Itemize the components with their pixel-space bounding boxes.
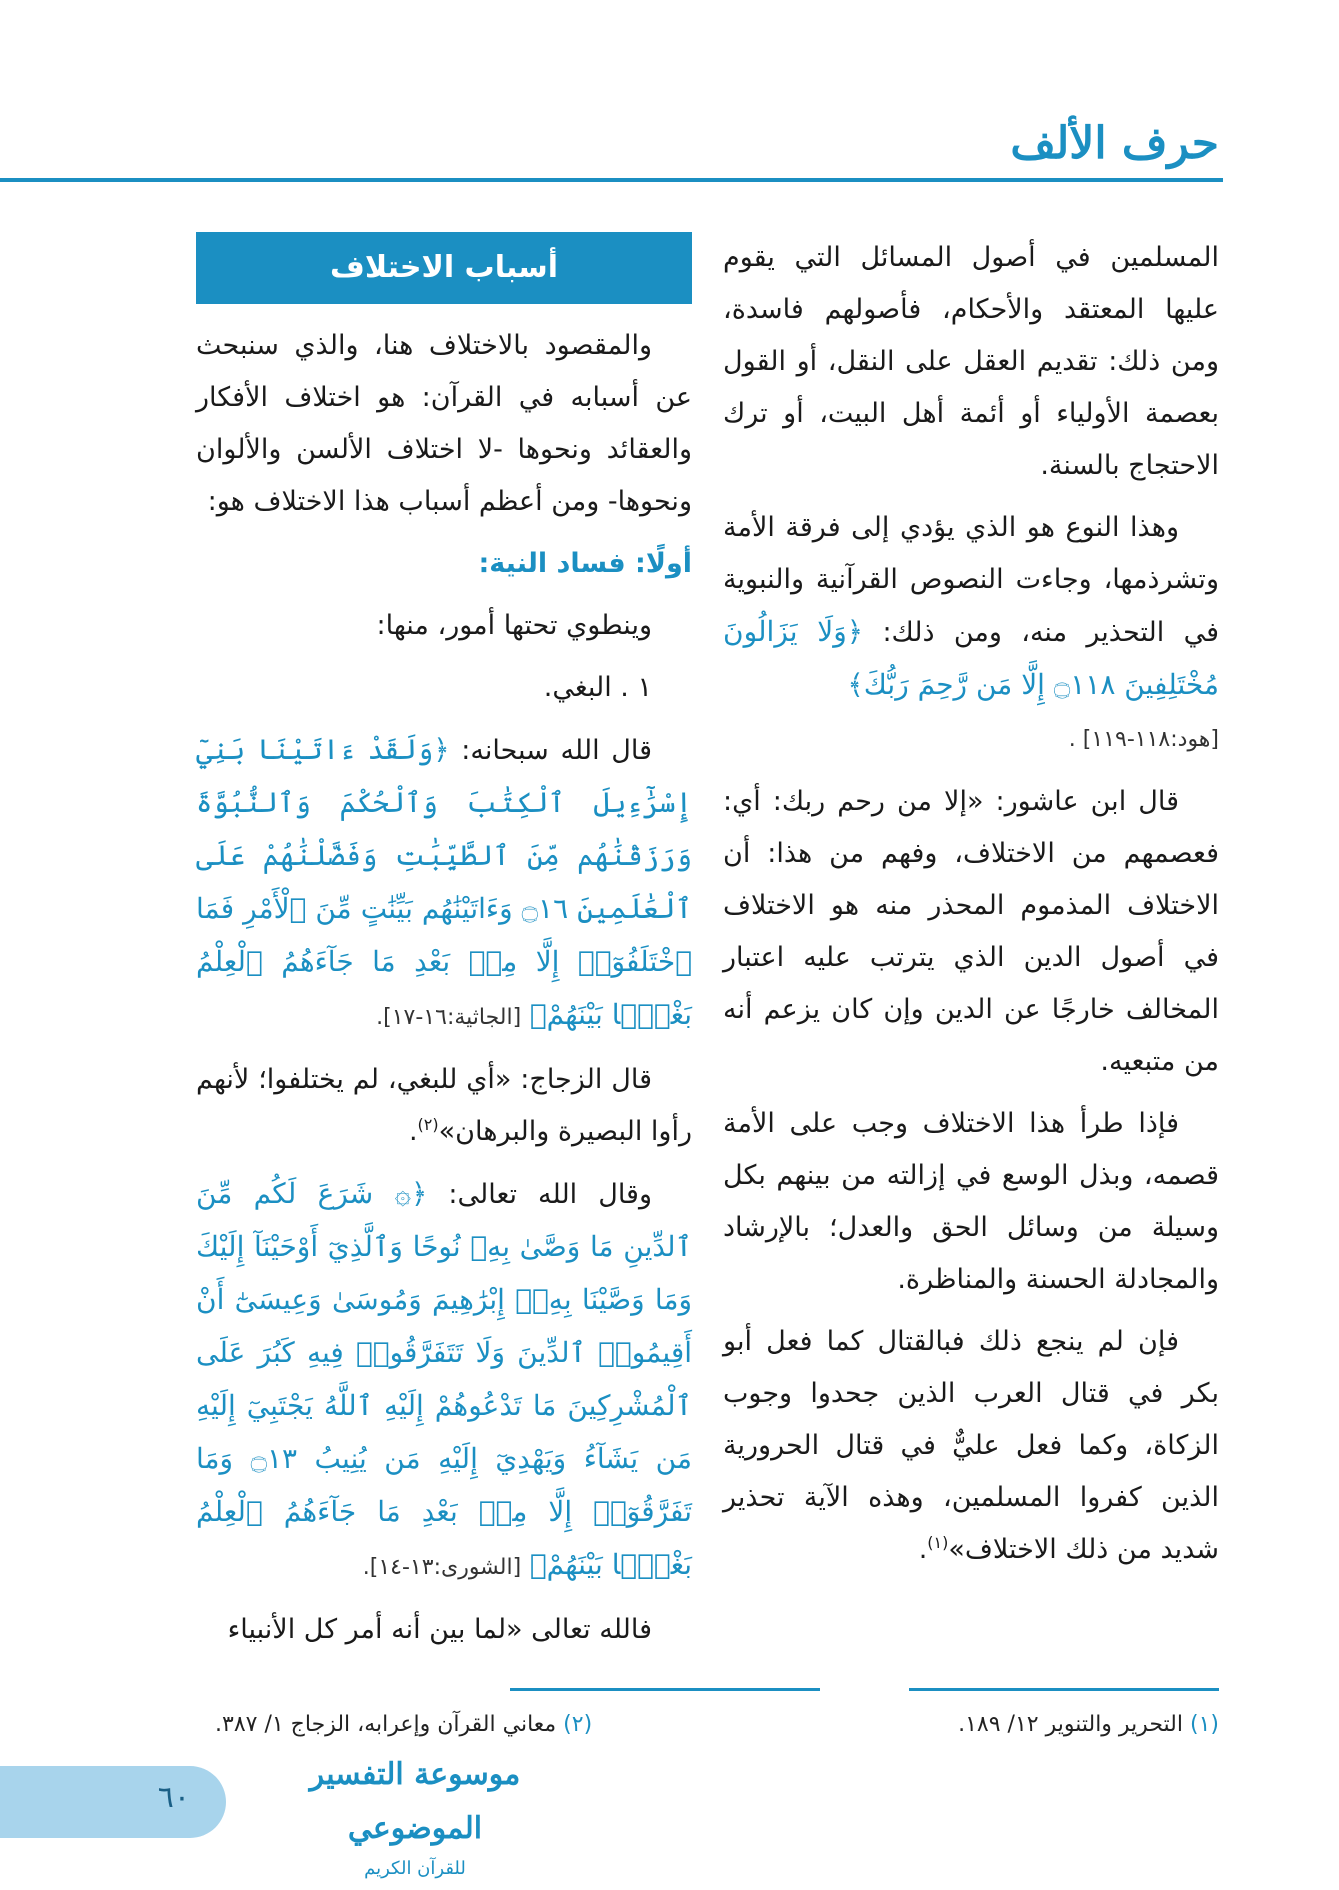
quran-verse: ﴿وَلَقَدْ ءَاتَيْنَا بَنِيٓ إِسْرَٰٓءِيلَ ٱلْكِتَٰبَ وَٱلْحُكْمَ وَٱلنُّبُوَّةَ وَرَزَقْنَٰهُم مِّنَ ٱلطَّيِّبَٰتِ وَفَضَّلْنَٰهُمْ عَلَى ٱلْعَٰلَمِينَ ۝١٦ وَءَاتَيْنَٰهُم بَيِّنَٰتٍ مِّنَ ٱلْأَمْرِ فَمَا ٱخْتَلَفُوٓا۟ إِلَّا مِنۢ بَعْدِ مَا جَآءَهُمُ ٱلْعِلْمُ بَغْيًۢا بَيْنَهُمْ﴾: [196, 733, 692, 1031]
footnote: [215, 1712, 592, 1737]
paragraph: [723, 502, 1219, 766]
paragraph-text: قال الله سبحانه:: [449, 735, 652, 766]
paragraph-end: .: [918, 1534, 928, 1565]
paragraph: المسلمين في أصول المسائل التي يقوم عليها المعتقد والأحكام، فأصولهم فاسدة، ومن ذلك: تقديم العقل على النقل، أو القول بعصمة الأولياء أو أئمة أهل البيت، أو ترك الاحتجاج بالسنة.: [723, 242, 1219, 481]
quran-verse: ﴿۞ شَرَعَ لَكُم مِّنَ ٱلدِّينِ مَا وَصَّىٰ بِهِۦ نُوحًا وَٱلَّذِيٓ أَوْحَيْنَآ إِلَيْكَ وَمَا وَصَّيْنَا بِهِۦٓ إِبْرَٰهِيمَ وَمُوسَىٰ وَعِيسَىٰٓ أَنْ أَقِيمُوا۟ ٱلدِّينَ وَلَا تَتَفَرَّقُوا۟ فِيهِ كَبُرَ عَلَى ٱلْمُشْرِكِينَ مَا تَدْعُوهُمْ إِلَيْهِ ٱللَّهُ يَجْتَبِيٓ إِلَيْهِ مَن يَشَآءُ وَيَهْدِيٓ إِلَيْهِ مَن يُنِيبُ ۝١٣ وَمَا تَفَرَّقُوٓا۟ إِلَّا مِنۢ بَعْدِ مَا جَآءَهُمُ ٱلْعِلْمُ بَغْيًۢا بَيْنَهُمْ﴾: [196, 1177, 692, 1581]
paragraph: [196, 1168, 692, 1594]
paragraph-text: وهذا النوع هو الذي يؤدي إلى فرقة الأمة وتشرذمها، وجاءت النصوص القرآنية والنبوية في التحذير منه، ومن ذلك:: [723, 512, 1219, 648]
paragraph: [196, 724, 692, 1044]
sub-heading: أولًا: فساد النية:: [478, 548, 692, 579]
publication-logo: [250, 1748, 580, 1879]
right-column: [723, 232, 1219, 1586]
quran-verse: ﴿وَلَا يَزَالُونَ مُخْتَلِفِينَ ۝١١٨ إِلَّا مَن رَّحِمَ رَبُّكَ﴾: [723, 615, 1219, 701]
page-number: ٦٠: [157, 1780, 190, 1815]
paragraph: فالله تعالى «لما بين أنه أمر كل الأنبياء: [227, 1614, 652, 1645]
paragraph: فإذا طرأ هذا الاختلاف وجب على الأمة قصمه، وبذل الوسع في إزالته من بينهم بكل وسيلة من وسائل الحق والعدل؛ بالإرشاد والمجادلة الحسنة والمناظرة.: [723, 1108, 1219, 1295]
verse-reference: [الشورى:١٣-١٤].: [362, 1555, 522, 1580]
chapter-title: حرف الألف: [1010, 118, 1219, 169]
logo-subtitle: للقرآن الكريم: [364, 1858, 466, 1879]
footnote-number: (١): [1189, 1712, 1219, 1737]
footnote: [958, 1712, 1219, 1737]
section-heading: أسباب الاختلاف: [196, 232, 692, 304]
footnote-divider: [510, 1688, 820, 1691]
verse-reference: [هود:١١٨-١١٩] .: [1068, 727, 1219, 752]
paragraph: والمقصود بالاختلاف هنا، والذي سنبحث عن أسبابه في القرآن: هو اختلاف الأفكار والعقائد ونحوها -لا اختلاف الألسن والألوان ونحوها- ومن أعظم أسباب هذا الاختلاف هو:: [196, 330, 692, 517]
footnote-marker[interactable]: (٢): [417, 1115, 439, 1134]
left-column: [196, 232, 692, 1666]
verse-reference: [الجاثية:١٦-١٧].: [376, 1005, 522, 1030]
footnote-number: (٢): [563, 1712, 593, 1737]
footnote-divider: [909, 1688, 1219, 1691]
paragraph-end: .: [408, 1116, 418, 1147]
paragraph-text: قال الزجاج: «أي للبغي، لم يختلفوا؛ لأنهم رأوا البصيرة والبرهان»: [196, 1064, 692, 1147]
footnote-text: التحرير والتنوير ١٢/ ١٨٩.: [958, 1712, 1183, 1737]
footnote-marker[interactable]: (١): [927, 1533, 949, 1552]
page-number-tab: [0, 1766, 226, 1838]
logo-title: موسوعة التفسير الموضوعي: [309, 1757, 521, 1846]
paragraph: قال ابن عاشور: «إلا من رحم ربك: أي: فعصمهم من الاختلاف، وفهم من هذا: أن الاختلاف المذموم المحذر منه هو الاختلاف في أصول الدين الذي يترتب عليه اعتبار المخالف خارجًا عن الدين وإن كان يزعم أنه من متبعيه.: [723, 786, 1219, 1077]
paragraph: [196, 1054, 692, 1158]
paragraph-text: وقال الله تعالى:: [427, 1179, 652, 1210]
paragraph: وينطوي تحتها أمور، منها:: [376, 610, 652, 641]
list-item: ١ . البغي.: [543, 672, 652, 703]
header-divider: [0, 178, 1223, 182]
footnote-text: معاني القرآن وإعرابه، الزجاج ١/ ٣٨٧.: [215, 1712, 557, 1737]
paragraph-text: فإن لم ينجع ذلك فبالقتال كما فعل أبو بكر في قتال العرب الذين جحدوا وجوب الزكاة، وكما فعل عليٌّ في قتال الحرورية الذين كفروا المسلمين، وهذه الآية تحذير شديد من ذلك الاختلاف»: [723, 1326, 1219, 1565]
paragraph: [723, 1316, 1219, 1576]
